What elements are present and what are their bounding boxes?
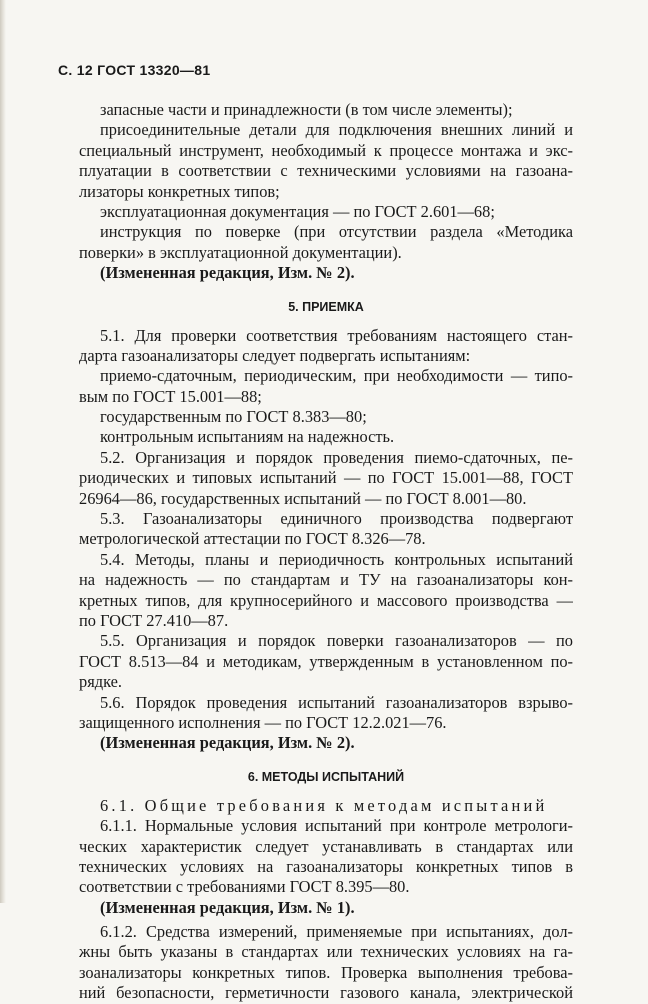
subsection-title: 6.1. Общие требования к методам испытаний bbox=[100, 795, 548, 815]
text-line: дарта газоанализаторы следует подвергать испытаниям: bbox=[79, 345, 471, 365]
text-line: контрольным испытаниям на надежность. bbox=[100, 427, 395, 447]
amendment-note: (Измененная редакция, Изм. № 1). bbox=[100, 897, 355, 917]
text-line: плуатации в соответствии с техническими условиями на газоана- bbox=[79, 161, 573, 181]
amendment-note: (Измененная редакция, Изм. № 2). bbox=[100, 733, 355, 753]
text-line: инструкция по поверке (при отсутствии раздела «Методика bbox=[100, 222, 573, 242]
text-line: жны быть указаны в стандартах или технических условиях на га- bbox=[79, 942, 573, 962]
text-line: ГОСТ 8.513—84 и методикам, утвержденным в установленном по- bbox=[79, 651, 573, 671]
section-title: 6. МЕТОДЫ ИСПЫТАНИЙ bbox=[247, 769, 405, 784]
text-line: 6.1.1. Нормальные условия испытаний при контроле метрологи- bbox=[100, 816, 573, 836]
text-line: 5.3. Газоанализаторы единичного производства подвергают bbox=[100, 509, 573, 529]
text-line: специальный инструмент, необходимый к процессе монтажа и экс- bbox=[79, 140, 573, 160]
text-line: вым по ГОСТ 15.001—88; bbox=[79, 386, 262, 406]
text-line: по ГОСТ 27.410—87. bbox=[79, 610, 229, 630]
text-line: рядке. bbox=[79, 672, 123, 692]
text-line: приемо-сдаточным, периодическим, при необходимости — типо- bbox=[100, 366, 573, 386]
text-line: поверки» в эксплуатационной документации). bbox=[79, 242, 402, 262]
text-line: метрологической аттестации по ГОСТ 8.326—78. bbox=[79, 529, 426, 549]
text-line: запасные части и принадлежности (в том числе элементы); bbox=[100, 100, 513, 119]
page-body bbox=[79, 100, 573, 1004]
section-title: 5. ПРИЕМКА bbox=[288, 299, 364, 314]
scan-edge-shadow bbox=[0, 0, 6, 903]
text-line: соответствии с требованиями ГОСТ 8.395—80. bbox=[79, 877, 410, 897]
text-line: 5.2. Организация и порядок проведения пиемо-сдаточных, пе- bbox=[100, 447, 573, 467]
page-header: С. 12 ГОСТ 13320—81 bbox=[58, 62, 211, 78]
text-line: технических условиях на газоанализаторы конкретных типов в bbox=[79, 856, 573, 876]
text-line: лизаторы конкретных типов; bbox=[79, 181, 280, 201]
text-line: риодических и типовых испытаний — по ГОСТ 15.001—88, ГОСТ bbox=[79, 468, 573, 488]
text-line: 26964—86, государственных испытаний — по ГОСТ 8.001—80. bbox=[79, 488, 527, 508]
text-line: на надежность — по стандартам и ТУ на газоанализаторы кон- bbox=[79, 570, 573, 590]
text-line: зоанализаторы конкретных типов. Проверка выполнения требова- bbox=[79, 962, 573, 982]
text-line: 5.5. Организация и порядок поверки газоанализаторов — по bbox=[100, 631, 573, 651]
text-line: 6.1.2. Средства измерений, применяемые при испытаниях, дол- bbox=[100, 922, 573, 942]
text-line: 5.1. Для проверки соответствия требованиям настоящего стан- bbox=[100, 325, 573, 345]
text-line: ческих характеристик следует устанавливать в стандартах или bbox=[79, 836, 573, 856]
text-line: кретных типов, для крупносерийного и массового производства — bbox=[79, 590, 573, 610]
text-line: 5.4. Методы, планы и периодичность контрольных испытаний bbox=[100, 549, 573, 569]
text-line: присоединительные детали для подключения внешних линий и bbox=[100, 120, 573, 140]
text-line: эксплуатационная документация — по ГОСТ 2.601—68; bbox=[100, 201, 495, 221]
text-line: государственным по ГОСТ 8.383—80; bbox=[100, 407, 367, 427]
text-line: 5.6. Порядок проведения испытаний газоанализаторов взрыво- bbox=[100, 692, 573, 712]
text-line: защищенного исполнения — по ГОСТ 12.2.021—76. bbox=[79, 712, 447, 732]
text-line: ний безопасности, герметичности газового канала, электрической bbox=[79, 983, 573, 1003]
amendment-note: (Измененная редакция, Изм. № 2). bbox=[100, 263, 355, 283]
